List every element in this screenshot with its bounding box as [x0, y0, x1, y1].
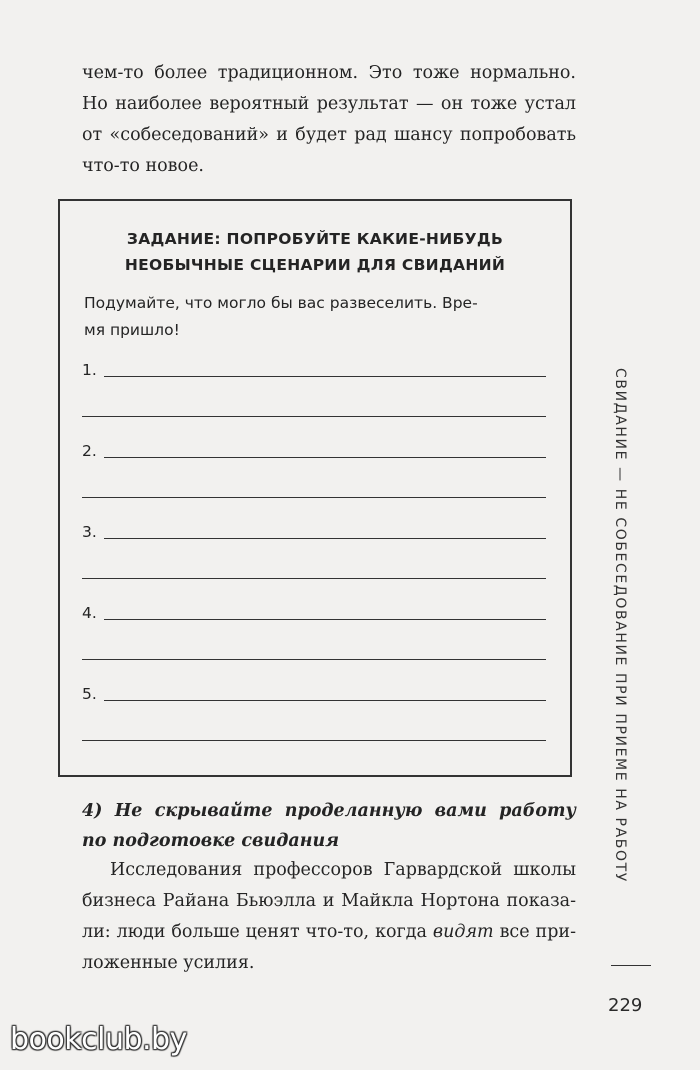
answer-line-1[interactable]: [82, 353, 546, 383]
task-prompt: [84, 290, 546, 344]
paragraph-line: Но наиболее вероятный результат — он тоже устал: [82, 94, 576, 114]
answer-line-5[interactable]: [82, 677, 546, 707]
paragraph-line: чем-то более традиционном. Это тоже нормально.: [82, 63, 576, 83]
bottom-paragraph: [82, 855, 576, 979]
paragraph-line: Исследования профессоров Гарвардской школы: [110, 860, 576, 880]
page-number: 229: [608, 995, 643, 1016]
task-title-line: ЗАДАНИЕ: ПОПРОБУЙТЕ КАКИЕ-НИБУДЬ: [126, 230, 504, 248]
answer-line-3-continued[interactable]: [82, 555, 546, 585]
task-prompt-line: мя пришло!: [84, 321, 180, 339]
running-title: [612, 368, 634, 948]
answer-number: 3.: [82, 523, 97, 541]
answer-line-1-continued[interactable]: [82, 393, 546, 423]
answer-line-4[interactable]: [82, 596, 546, 626]
answer-line-2[interactable]: [82, 434, 546, 464]
subheading-line: 4) Не скрывайте проделанную вами работу: [82, 801, 576, 821]
answer-line-2-continued[interactable]: [82, 474, 546, 504]
running-title-text: СВИДАНИЕ — НЕ СОБЕСЕДОВАНИЕ ПРИ ПРИЕМЕ НА РАБОТУ: [612, 368, 628, 883]
answer-rule: [104, 619, 546, 620]
task-title: [60, 226, 570, 278]
subheading-line: по подготовке свидания: [82, 831, 340, 851]
emphasis-text: видят: [432, 922, 494, 942]
answer-line-4-continued[interactable]: [82, 636, 546, 666]
answer-rule: [104, 538, 546, 539]
task-box: [58, 199, 572, 777]
answer-rule: [82, 659, 546, 660]
paragraph-line: бизнеса Райана Бьюэлла и Майкла Нортона показа-: [82, 891, 576, 911]
answer-line-3[interactable]: [82, 515, 546, 545]
answer-number: 1.: [82, 361, 97, 379]
answer-number: 5.: [82, 685, 97, 703]
paragraph-line: [82, 917, 576, 948]
text-run: ли: люди больше ценят что-то, когда: [82, 922, 433, 942]
text-run: все при-: [493, 922, 576, 942]
task-title-line: НЕОБЫЧНЫЕ СЦЕНАРИИ ДЛЯ СВИДАНИЙ: [124, 256, 506, 274]
top-paragraph: [82, 58, 576, 182]
answer-rule: [82, 740, 546, 741]
answer-rule: [82, 497, 546, 498]
answer-rule: [104, 376, 546, 377]
task-prompt-line: Подумайте, что могло бы вас развеселить. Вре-: [84, 294, 478, 312]
section-subheading: [82, 796, 576, 856]
running-title-rule: [611, 965, 651, 966]
answer-line-5-continued[interactable]: [82, 717, 546, 747]
answer-rule: [104, 457, 546, 458]
answer-number: 2.: [82, 442, 97, 460]
answer-rule: [82, 578, 546, 579]
answer-rule: [82, 416, 546, 417]
answer-number: 4.: [82, 604, 97, 622]
paragraph-line: ложенные усилия.: [82, 953, 255, 973]
answer-rule: [104, 700, 546, 701]
watermark: bookclub.by: [10, 1022, 187, 1057]
paragraph-line: от «собеседований» и будет рад шансу попробовать: [82, 125, 576, 145]
paragraph-line: что-то новое.: [82, 156, 204, 176]
